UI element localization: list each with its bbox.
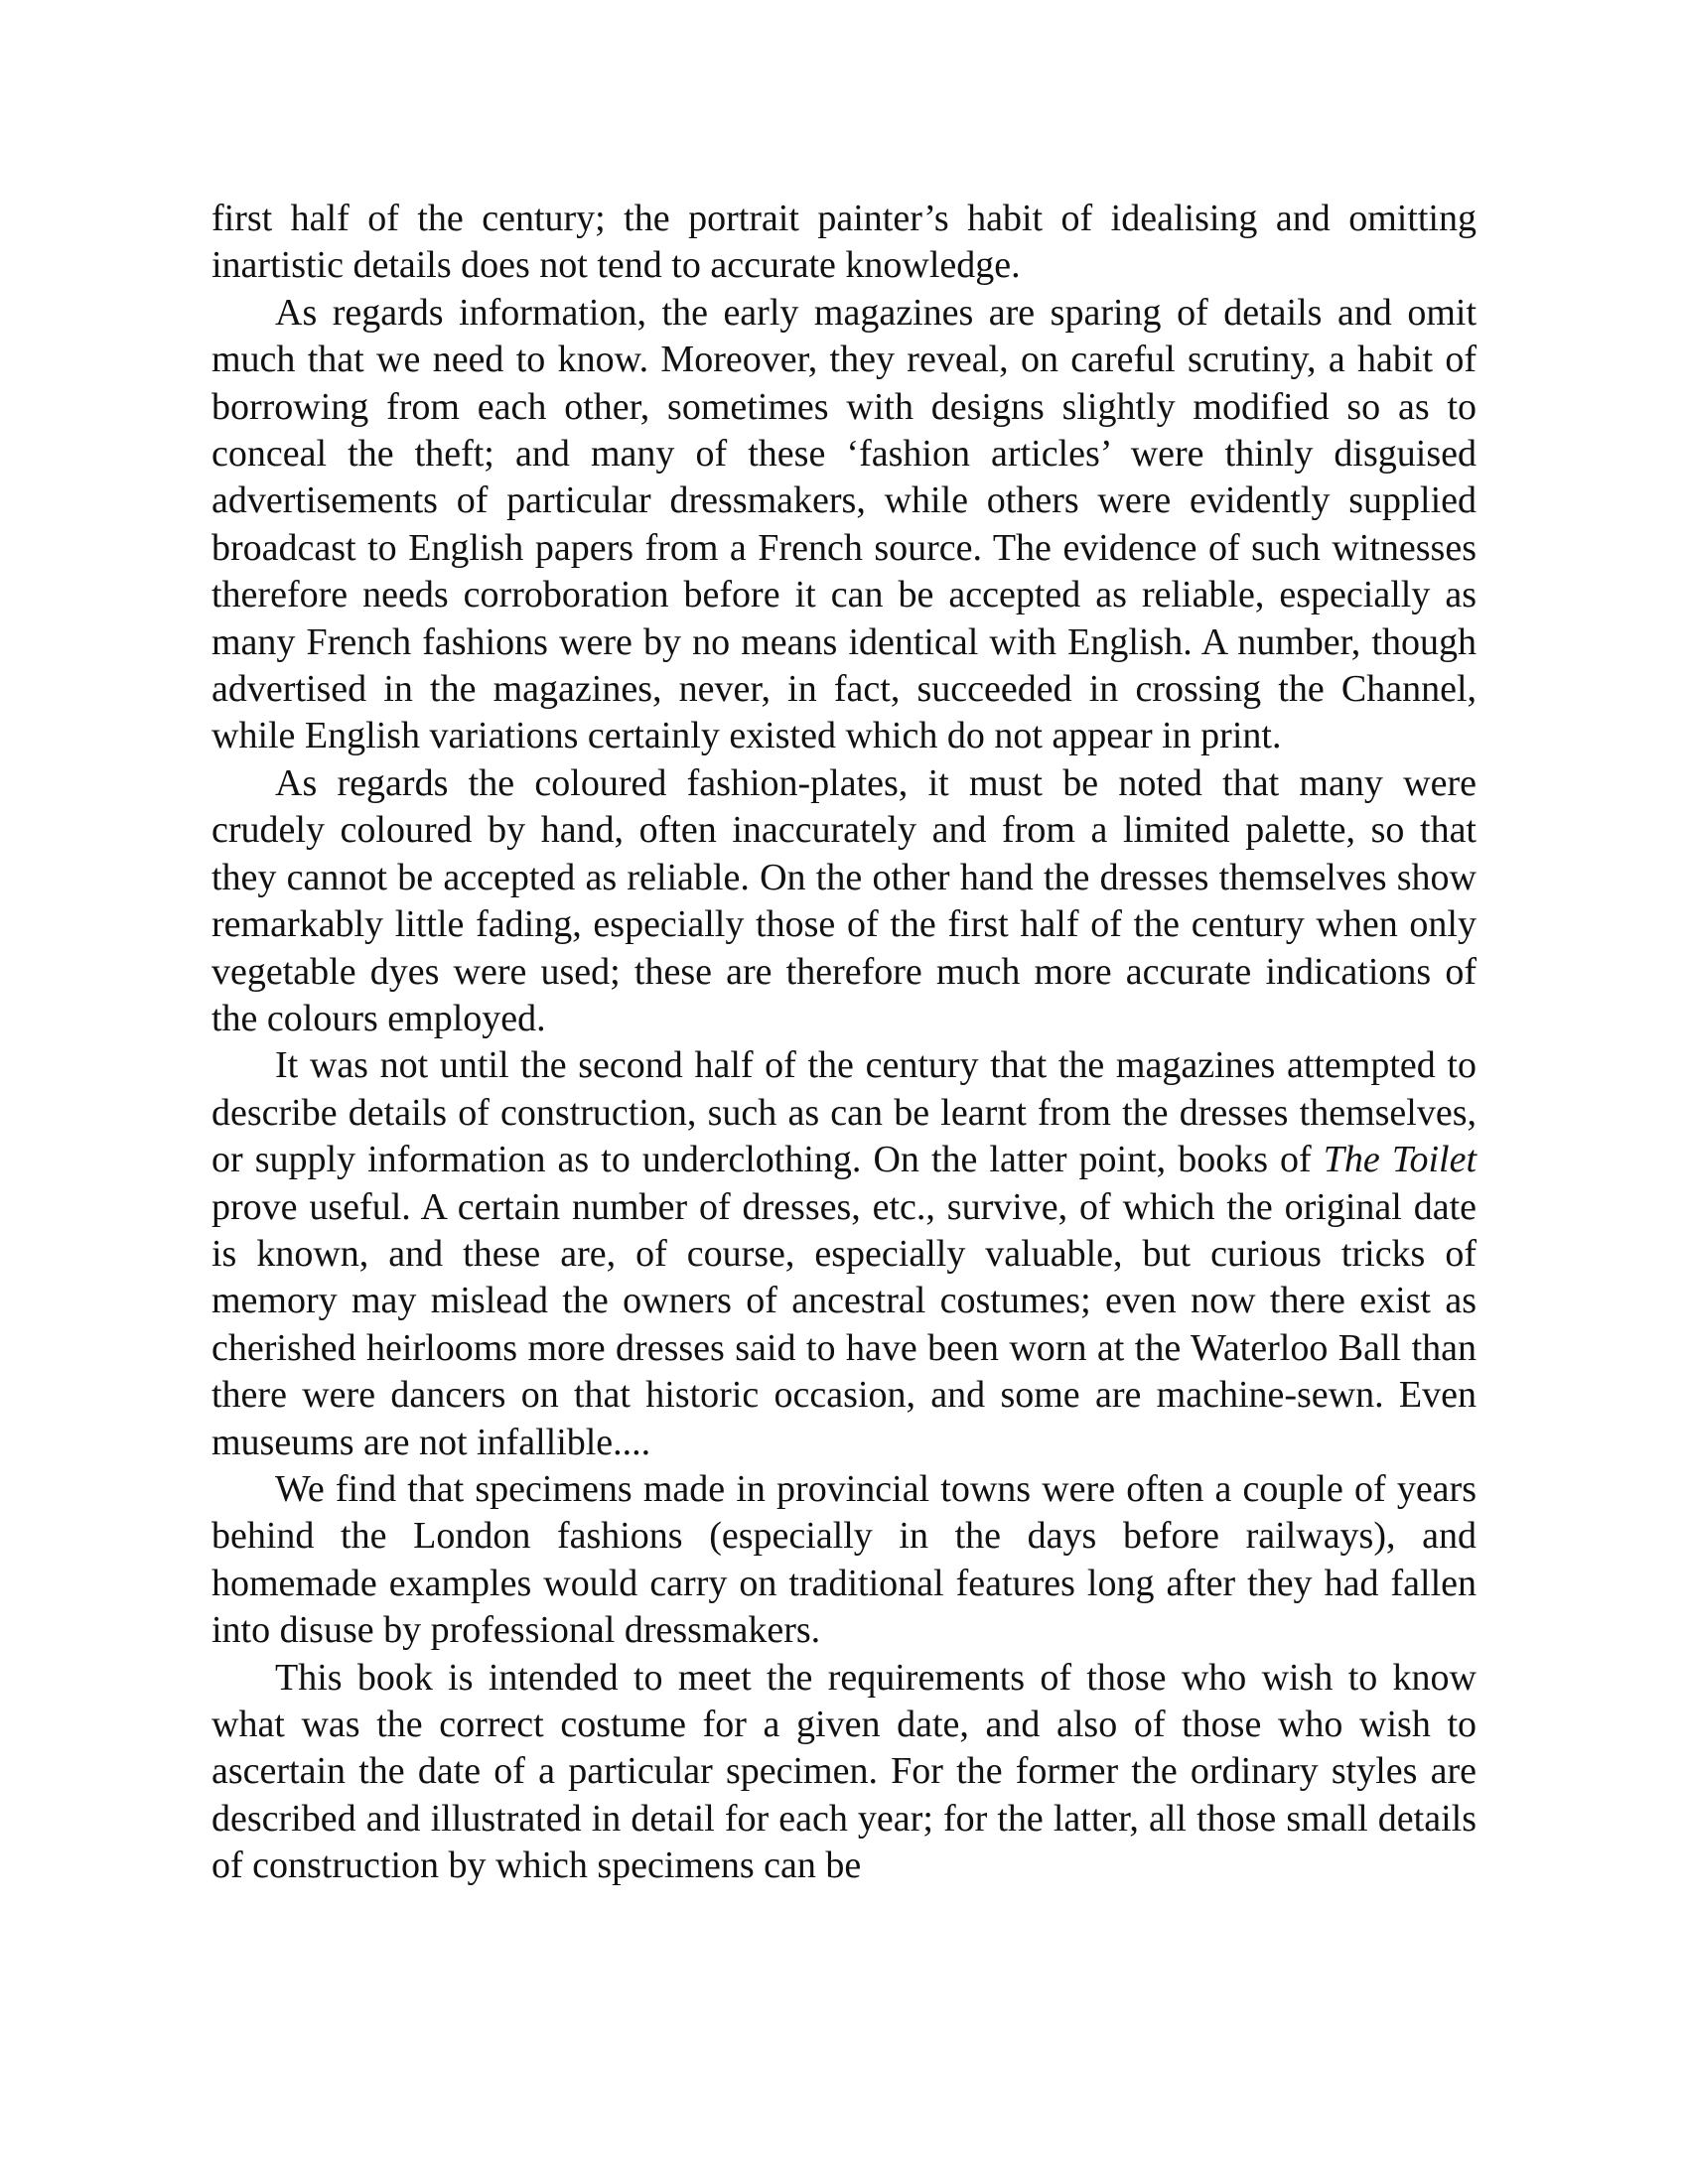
paragraph-3 [211,760,1477,1042]
paragraph-3-text: As regards the coloured fashion-plates, it must be noted that many were crudely coloured by hand, often inaccurately and from a limited palette, so that they cannot be accepted as reliable. On the other hand the dresses themselves show remarkably little fading, especially those of the first half of the century when only vegetable dyes were used; these are therefore much more accurate indications of the colours employed. [211,761,1477,1039]
paragraph-2-text: As regards information, the early magazines are sparing of details and omit much that we need to know. Moreover, they reveal, on careful scrutiny, a habit of borrowing from each other, sometimes with designs slightly modified so as to conceal the theft; and many of these ‘fashion articles’ were thinly disguised advertisements of particular dressmakers, while others were evidently supplied broadcast to English papers from a French source. The evidence of such witnesses therefore needs corroboration before it can be accepted as reliable, especially as many French fashions were by no means identical with English. A number, though advertised in the magazines, never, in fact, succeeded in crossing the Channel, while English variations certainly existed which do not appear in print. [211,291,1477,757]
book-title-the-toilet: The Toilet [1323,1139,1477,1181]
document-page [211,196,1477,1890]
paragraph-4-text-b: prove useful. A certain number of dresses, etc., survive, of which the original date is known, and these are, of course, especially valuable, but curious tricks of memory may mislead the owners of ancestral costumes; even now there exist as cherished heirlooms more dresses said to have been worn at the Waterloo Ball than there were dancers on that historic occasion, and some are machine-sewn. Even museums are not infallible.... [211,1185,1477,1463]
paragraph-6-text: This book is intended to meet the requirements of those who wish to know what was the correct costume for a given date, and also of those who wish to ascertain the date of a particular specimen. For the former the ordinary styles are described and illustrated in detail for each year; for the latter, all those small details of construction by which specimens can be [211,1656,1477,1887]
paragraph-5-text: We find that specimens made in provincial towns were often a couple of years behind the London fashions (especially in the days before railways), and homemade examples would carry on traditional features long after they had fallen into disuse by professional dressmakers. [211,1467,1477,1652]
paragraph-4 [211,1042,1477,1466]
paragraph-1 [211,196,1477,290]
paragraph-2 [211,290,1477,760]
paragraph-4-text-a: It was not until the second half of the century that the magazines attempted to describe details of construction, such as can be learnt from the dresses themselves, or supply information as to underclothing. On the latter point, books of [211,1044,1477,1181]
paragraph-5 [211,1466,1477,1655]
paragraph-6 [211,1655,1477,1890]
paragraph-1-text: first half of the century; the portrait painter’s habit of idealising and omitting inartistic details does not tend to accurate knowledge. [211,198,1477,287]
